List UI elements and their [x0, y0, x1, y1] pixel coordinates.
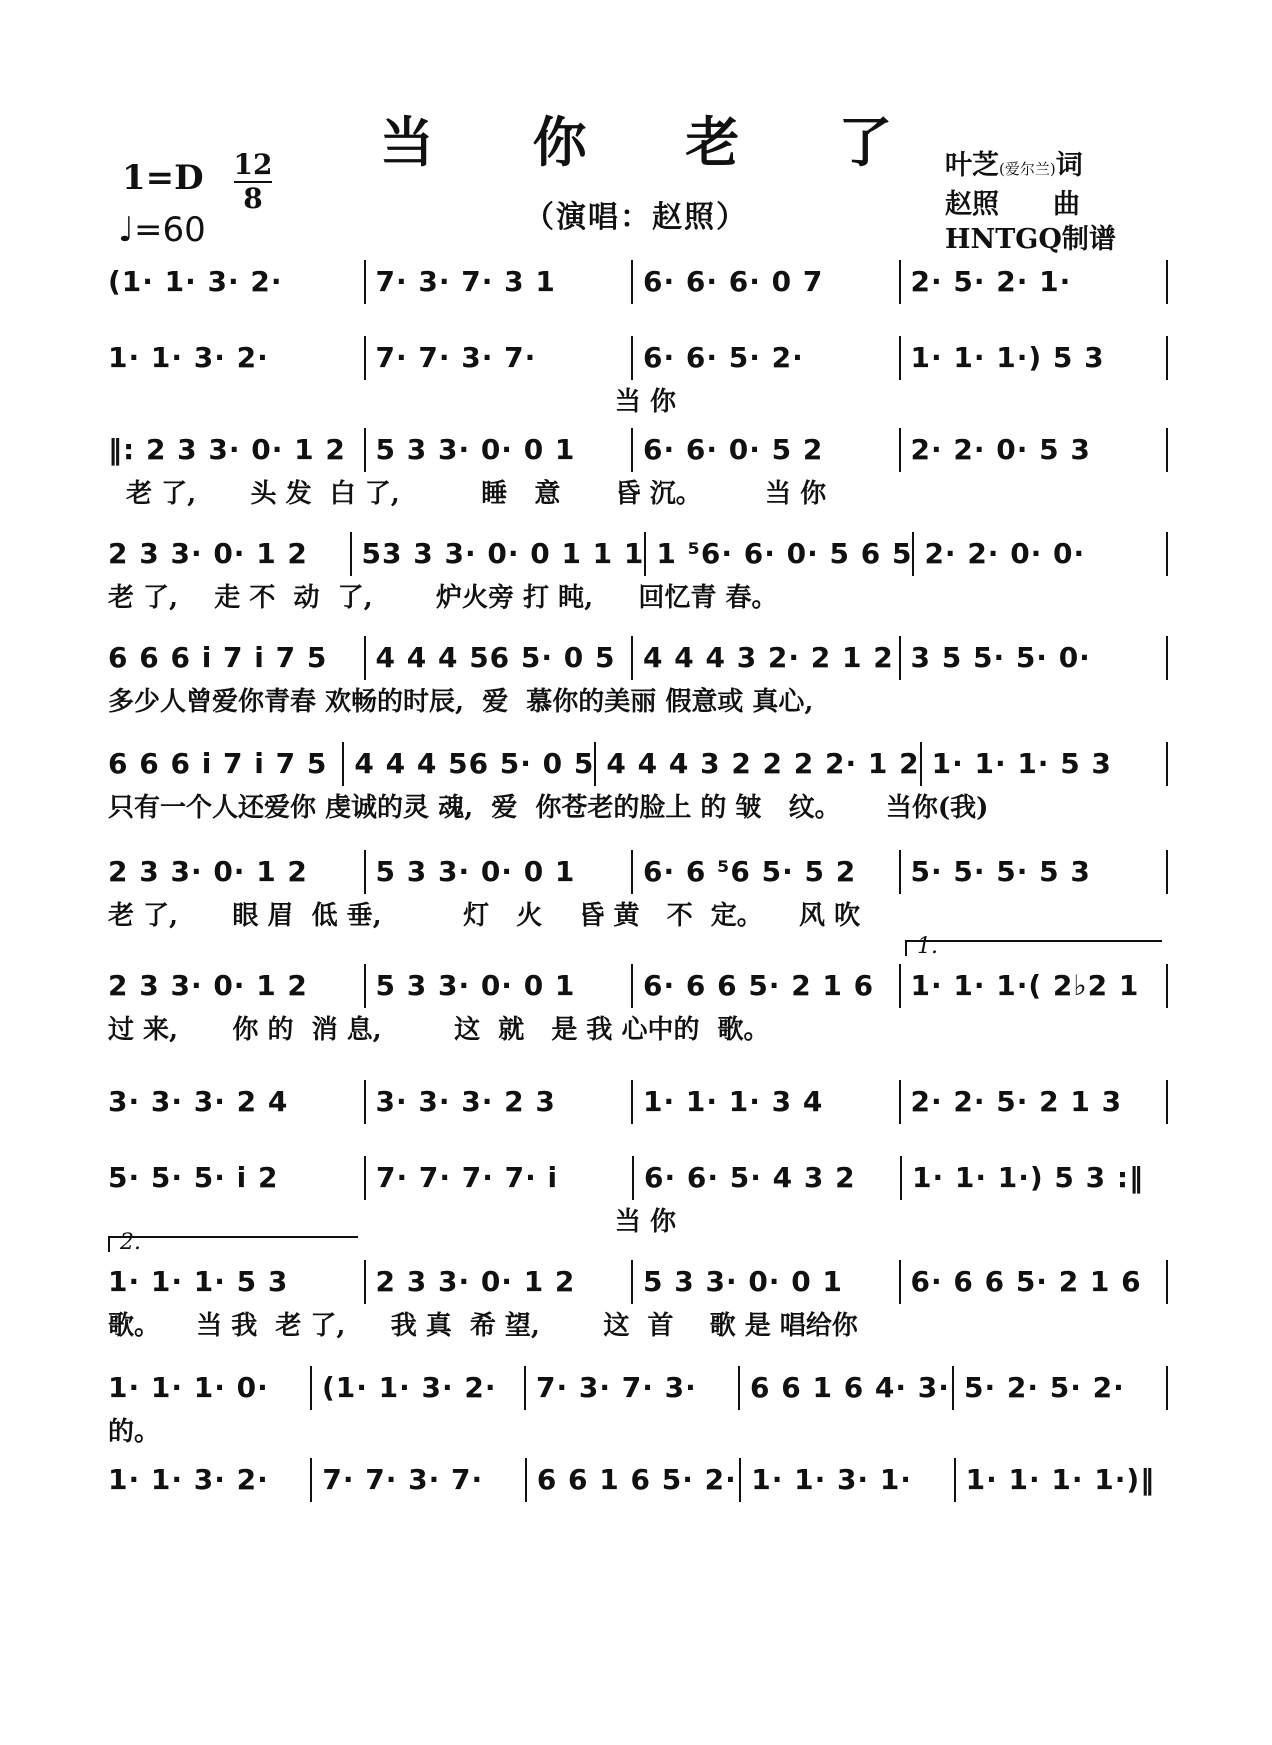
measure: 5· 5· 5· 5 3 — [910, 855, 1091, 888]
lyric-line: 老 了, 头 发 白 了, 睡 意 昏 沉。 当 你 — [108, 479, 827, 509]
measure: 4 4 4 56 5· 0 5 — [375, 641, 616, 674]
lyric-line: 的。 — [108, 1417, 161, 1447]
measure: 5· 5· 5· i 2 — [108, 1161, 279, 1194]
staff-line — [108, 638, 1168, 720]
measure: 6 6 6 i 7 i 7 5 — [108, 641, 328, 674]
staff-line — [108, 1262, 1168, 1344]
staff-line — [108, 1082, 1168, 1122]
measure: 2 3 3· 0· 1 2 — [375, 1265, 576, 1298]
lyric-line: 当 你 — [108, 1207, 676, 1237]
measure: (1· 1· 3· 2· — [322, 1371, 497, 1404]
lyricist-role: 词 — [1055, 150, 1083, 181]
staff-line — [108, 430, 1168, 512]
measure: 7· 3· 7· 3 1 — [375, 265, 556, 298]
measure: 2 3 3· 0· 1 2 — [108, 537, 308, 570]
meter-bottom: 8 — [243, 182, 263, 215]
measure: 5 3 3· 0· 0 1 — [643, 1265, 843, 1298]
measure: 1· 1· 3· 1· — [751, 1463, 912, 1496]
lyric-line: 歌。 当 我 老 了, 我 真 希 望, 这 首 歌 是 唱给你 — [108, 1311, 858, 1341]
measure: 1· 1· 1· 0· — [108, 1371, 269, 1404]
measure: ‖: 2 3 3· 0· 1 2 — [108, 433, 346, 466]
measure: 2 3 3· 0· 1 2 — [108, 855, 308, 888]
barline — [1166, 1260, 1168, 1304]
key-signature: 1=D — [122, 158, 204, 198]
lyric-line: 多少人曾爱你青春 欢畅的时辰, 爱 慕你的美丽 假意或 真心, — [108, 687, 814, 717]
engraver-line: HNTGQ制谱 — [945, 224, 1116, 255]
staff-line — [108, 338, 1168, 420]
barline — [1166, 428, 1168, 472]
measure: 2· 2· 0· 0· — [924, 537, 1086, 570]
measure: 1· 1· 1· 1·)‖ — [965, 1463, 1156, 1496]
measure: 5 3 3· 0· 0 1 — [375, 855, 576, 888]
staff-line — [108, 262, 1168, 302]
measure: 1· 1· 1· 5 3 — [108, 1265, 289, 1298]
measure: 6 6 1 6 4· 3· — [750, 1371, 950, 1404]
measure: 5 3 3· 0· 0 1 — [375, 969, 576, 1002]
measure: 4 4 4 3 2 2 2 2· 1 2 — [606, 747, 920, 780]
measure: 7· 7· 3· 7· — [322, 1463, 484, 1496]
measure: 1· 1· 3· 2· — [108, 341, 269, 374]
staff-line — [108, 966, 1168, 1048]
measure: 7· 7· 3· 7· — [375, 341, 537, 374]
staff-line — [108, 1460, 1168, 1500]
barline — [1166, 532, 1168, 576]
measure: 5 3 3· 0· 0 1 — [375, 433, 576, 466]
credits — [945, 148, 1116, 257]
lyricist-note: (爱尔兰) — [999, 160, 1056, 178]
lyricist: 叶芝 — [945, 150, 999, 181]
measure: 6· 6· 6· 0 7 — [643, 265, 824, 298]
measure: 53 3 3· 0· 0 1 1 1 — [361, 537, 645, 570]
lyric-line: 只有一个人还爱你 虔诚的灵 魂, 爱 你苍老的脸上 的 皱 纹。 当你(我) — [108, 793, 989, 823]
volta-first — [905, 934, 1162, 959]
page-title: 当 你 老 了 — [379, 110, 933, 174]
volta-first-label: 1. — [905, 940, 1162, 956]
measure: 1· 1· 1· 5 3 — [931, 747, 1112, 780]
volta-second-label: 2. — [108, 1236, 358, 1252]
staff-line — [108, 852, 1168, 934]
measure: 1· 1· 3· 2· — [108, 1463, 269, 1496]
measure: 1 ⁵6· 6· 0· 5 6 5 — [656, 537, 913, 570]
measure: 4 4 4 56 5· 0 5 — [354, 747, 595, 780]
barline — [1166, 850, 1168, 894]
measure: 1· 1· 1·) 5 3 — [910, 341, 1105, 374]
measure: 2· 5· 2· 1· — [910, 265, 1072, 298]
lyric-line: 过 来, 你 的 消 息, 这 就 是 我 心中的 歌。 — [108, 1015, 770, 1045]
lyric-line: 老 了, 眼 眉 低 垂, 灯 火 昏 黄 不 定。 风 吹 — [108, 901, 861, 931]
measure: 2· 2· 5· 2 1 3 — [910, 1085, 1123, 1118]
lyricist-line — [945, 148, 1116, 187]
measure: 2· 2· 0· 5 3 — [910, 433, 1091, 466]
measure: 6· 6· 5· 4 3 2 — [644, 1161, 856, 1194]
measure: 3 5 5· 5· 0· — [910, 641, 1091, 674]
measure: 1· 1· 1·( 2♭2 1 — [910, 969, 1140, 1002]
measure: 3· 3· 3· 2 4 — [108, 1085, 289, 1118]
measure: 3· 3· 3· 2 3 — [375, 1085, 556, 1118]
barline — [1166, 260, 1168, 304]
staff-line — [108, 1158, 1168, 1240]
lyric-line: 老 了, 走 不 动 了, 炉火旁 打 盹, 回忆青 春。 — [108, 583, 778, 613]
meter-top: 12 — [233, 148, 273, 181]
barline — [1166, 336, 1168, 380]
composer-line: 赵照 曲 — [945, 189, 1080, 220]
singer-credit: （演唱：赵照） — [524, 200, 748, 235]
measure: 6· 6· 0· 5 2 — [643, 433, 824, 466]
volta-second — [108, 1230, 358, 1255]
time-signature — [230, 150, 276, 214]
staff-line — [108, 744, 1168, 826]
lyric-line: 当 你 — [108, 387, 676, 417]
measure: 6· 6· 5· 2· — [643, 341, 804, 374]
measure: 7· 3· 7· 3· — [536, 1371, 697, 1404]
measure: 6· 6 ⁵6 5· 5 2 — [643, 855, 857, 888]
measure: 1· 1· 1·) 5 3 :‖ — [912, 1161, 1145, 1194]
measure: 6· 6 6 5· 2 1 6 — [643, 969, 875, 1002]
tempo-marking: ♩=60 — [118, 210, 206, 250]
measure: 1· 1· 1· 3 4 — [643, 1085, 824, 1118]
barline — [1166, 636, 1168, 680]
barline — [1166, 964, 1168, 1008]
measure: (1· 1· 3· 2· — [108, 265, 283, 298]
measure: 6· 6 6 5· 2 1 6 — [910, 1265, 1142, 1298]
measure: 7· 7· 7· 7· i — [376, 1161, 559, 1194]
barline — [1166, 1366, 1168, 1410]
measure: 6 6 1 6 5· 2· — [536, 1463, 737, 1496]
staff-line — [108, 1368, 1168, 1450]
measure: 4 4 4 3 2· 2 1 2 — [643, 641, 894, 674]
measure: 5· 2· 5· 2· — [964, 1371, 1125, 1404]
barline — [1166, 742, 1168, 786]
measure: 6 6 6 i 7 i 7 5 — [108, 747, 328, 780]
measure: 2 3 3· 0· 1 2 — [108, 969, 308, 1002]
barline — [1166, 1080, 1168, 1124]
staff-line — [108, 534, 1168, 616]
